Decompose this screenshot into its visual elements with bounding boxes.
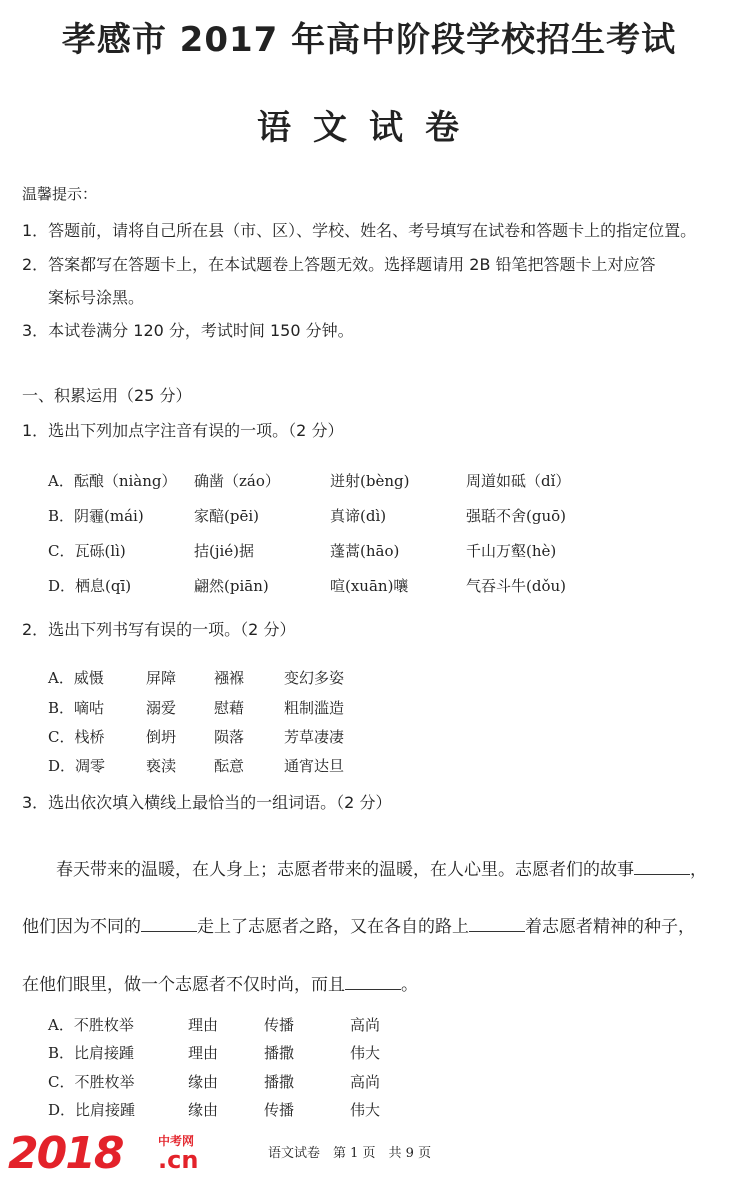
question-3-stem: 3．选出依次填入横线上最恰当的一组词语。（2 分） [22, 793, 392, 812]
q2-option-b-3: 慰藉 [214, 699, 245, 717]
q1-option-b-2: 家醅(pēi) [194, 507, 259, 525]
q3-option-a-2: 理由 [188, 1016, 219, 1034]
q1-option-a-4: 周道如砥（dǐ） [466, 472, 571, 490]
q3-option-a-3: 传播 [264, 1016, 295, 1034]
passage-line-1-end: ， [690, 860, 707, 880]
q2-option-c-3: 陨落 [214, 728, 245, 746]
q1-option-b-1: B．阴霾(mái) [48, 507, 144, 525]
q2-option-d-3: 酝意 [214, 757, 245, 775]
exam-title: 孝感市 2017 年高中阶段学校招生考试 [61, 20, 677, 60]
q3-option-d-2: 缘由 [188, 1101, 219, 1119]
q2-option-b-1: B．嘀咕 [48, 699, 105, 717]
q1-option-b-4: 强聒不舍(guō) [466, 507, 566, 525]
q1-option-a-1: A．酝酿（niàng） [48, 472, 177, 490]
q3-option-c-2: 缘由 [188, 1073, 219, 1091]
q3-option-b-2: 理由 [188, 1044, 219, 1062]
q2-option-c-4: 芳草凄凄 [284, 728, 345, 746]
section-heading: 一、积累运用（25 分） [22, 386, 192, 405]
q3-option-d-4: 伟大 [350, 1101, 381, 1119]
q3-option-c-1: C．不胜枚举 [48, 1073, 135, 1091]
tip-item-2: 2．答案都写在答题卡上，在本试题卷上答题无效。选择题请用 2B 铅笔把答题卡上对应答 [22, 255, 656, 274]
q1-option-b-3: 真谛(dì) [330, 507, 387, 525]
q3-option-a-1: A．不胜枚举 [48, 1016, 134, 1034]
passage-line-2-text-c: 着志愿者精神的种子， [525, 917, 695, 937]
tip-item-2-cont: 案标号涂黑。 [48, 288, 145, 307]
q3-option-d-1: D．比肩接踵 [48, 1101, 136, 1119]
site-logo[interactable] [8, 1128, 208, 1180]
q2-option-d-4: 通宵达旦 [284, 757, 345, 775]
q2-option-c-1: C．栈桥 [48, 728, 105, 746]
q2-option-d-1: D．凋零 [48, 757, 106, 775]
q2-option-a-3: 襁褓 [214, 669, 245, 687]
tip-item-1: 1．答题前，请将自己所在县（市、区）、学校、姓名、考号填写在试卷和答题卡上的指定位置。 [22, 221, 697, 240]
q1-option-d-3: 喧(xuān)嚷 [330, 577, 409, 595]
passage-line-3-text: 在他们眼里，做一个志愿者不仅时尚，而且 [22, 975, 345, 995]
q2-option-a-1: A．威慑 [48, 669, 104, 687]
passage-line-3 [22, 970, 418, 995]
q2-option-a-4: 变幻多姿 [284, 669, 345, 687]
q1-option-d-4: 气吞斗牛(dǒu) [466, 577, 566, 595]
q1-option-a-2: 确凿（záo） [194, 472, 280, 490]
passage-line-2-text-a: 他们因为不同的 [22, 917, 141, 937]
q1-option-d-2: 翩然(piān) [194, 577, 269, 595]
logo-number: 2018 [8, 1128, 123, 1179]
blank-3[interactable] [469, 915, 525, 932]
q2-option-a-2: 屏障 [146, 669, 177, 687]
q1-option-d-1: D．栖息(qī) [48, 577, 132, 595]
blank-4[interactable] [345, 973, 401, 990]
page-footer: 语文试卷 第 1 页 共 9 页 [268, 1146, 432, 1161]
q1-option-c-2: 拮(jié)据 [194, 542, 255, 560]
q2-option-d-2: 亵渎 [146, 757, 177, 775]
q2-option-b-4: 粗制滥造 [284, 699, 345, 717]
q1-option-c-4: 千山万壑(hè) [466, 542, 557, 560]
blank-1[interactable] [634, 858, 690, 875]
passage-line-2-text-b: 走上了志愿者之路，又在各自的路上 [197, 917, 469, 937]
blank-2[interactable] [141, 915, 197, 932]
passage-line-2 [22, 912, 695, 937]
q3-option-b-3: 播撒 [264, 1044, 295, 1062]
question-2-stem: 2．选出下列书写有误的一项。（2 分） [22, 620, 296, 639]
q3-option-a-4: 高尚 [350, 1016, 381, 1034]
question-1-stem: 1．选出下列加点字注音有误的一项。（2 分） [22, 421, 344, 440]
q1-option-c-1: C．瓦砾(lì) [48, 542, 126, 560]
passage-line-3-end: 。 [401, 975, 418, 995]
q3-option-c-4: 高尚 [350, 1073, 381, 1091]
q1-option-a-3: 迸射(bèng) [330, 472, 410, 490]
q3-option-b-4: 伟大 [350, 1044, 381, 1062]
q3-option-d-3: 传播 [264, 1101, 295, 1119]
passage-line-1-text: 春天带来的温暖，在人身上；志愿者带来的温暖，在人心里。志愿者们的故事 [56, 860, 634, 880]
q1-option-c-3: 蓬蒿(hāo) [330, 542, 400, 560]
paper-subtitle: 语文试卷 [257, 108, 481, 148]
q3-option-c-3: 播撒 [264, 1073, 295, 1091]
passage-line-1 [56, 855, 707, 880]
q2-option-c-2: 倒坍 [146, 728, 177, 746]
logo-net-label: 中考网 [158, 1134, 195, 1148]
tip-item-3: 3．本试卷满分 120 分，考试时间 150 分钟。 [22, 321, 354, 340]
q2-option-b-2: 溺爱 [146, 699, 177, 717]
q3-option-b-1: B．比肩接踵 [48, 1044, 135, 1062]
tips-heading: 温馨提示： [22, 185, 98, 203]
logo-domain: .cn [158, 1146, 199, 1174]
